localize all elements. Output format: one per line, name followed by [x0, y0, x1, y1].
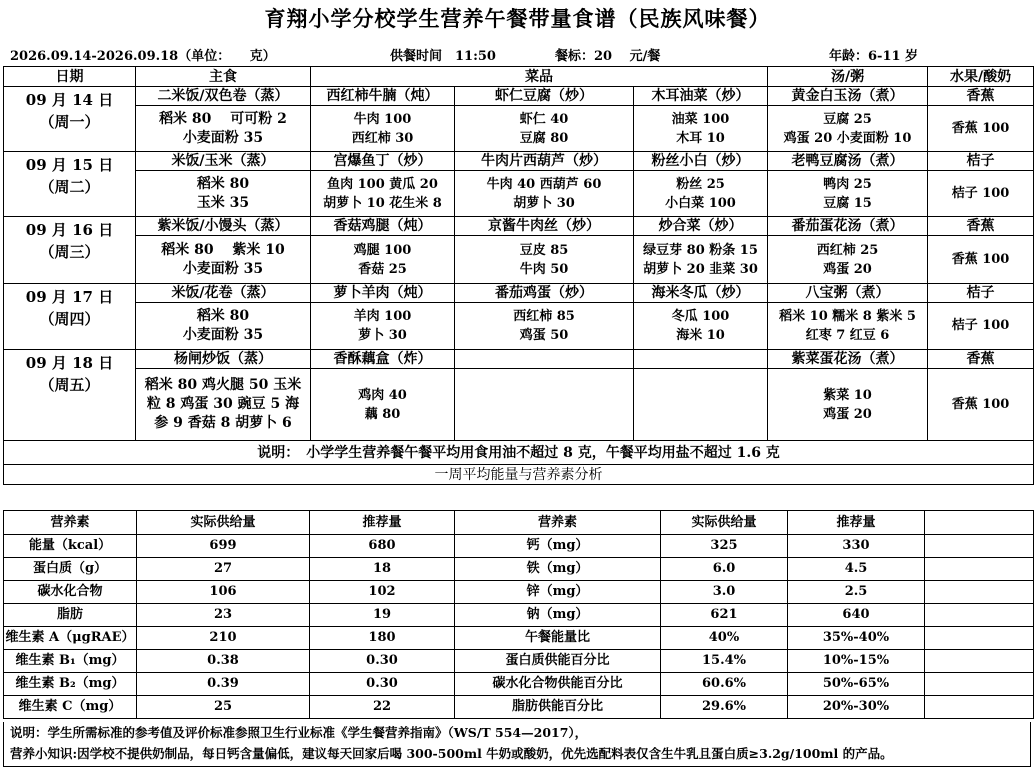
- dish-ingredients-line: 胡萝卜 20 韭菜 30: [643, 261, 758, 277]
- nutrition-table: [3, 510, 1034, 719]
- dish-ingredients-line: 油菜 100: [671, 111, 730, 127]
- nutrient-name: 蛋白质供能百分比: [455, 650, 661, 673]
- nutrient-name: 维生素 B₂（mg）: [4, 673, 137, 696]
- dish-ingredients: [634, 236, 768, 284]
- nutrient-recommended: 102: [310, 581, 455, 604]
- footer-standard-note: 说明：学生所需标准的参考值及评价标准参照卫生行业标准《学生餐营养指南》（WS/T 554—2017），: [10, 725, 588, 740]
- dish-ingredients-line: 虾仁 40: [519, 111, 569, 127]
- nutrient-recommended: 0.30: [310, 673, 455, 696]
- nutrient-name: 维生素 C（mg）: [4, 696, 137, 719]
- fruit-name: 香蕉: [928, 87, 1034, 106]
- nutrient-recommended: 18: [310, 558, 455, 581]
- dish-ingredients-line: 藕 80: [364, 406, 401, 422]
- dish-ingredients: [311, 171, 455, 217]
- nutrition-header: 实际供给量: [661, 511, 788, 535]
- dish-name: [634, 350, 768, 369]
- day-date-line: （周五）: [39, 376, 100, 394]
- staple-name: 紫米饭/小馒头（蒸）: [136, 217, 311, 236]
- dish-ingredients-line: 鱼肉 100 黄瓜 20: [327, 176, 438, 192]
- staple-name: 二米饭/双色卷（蒸）: [136, 87, 311, 106]
- empty-cell: [925, 696, 1034, 719]
- day-date: [4, 217, 136, 284]
- nutrition-row: [4, 558, 1034, 581]
- dish-ingredients-line: 西红柿 30: [351, 130, 414, 146]
- meal-price: 餐标：20 元/餐: [555, 49, 661, 64]
- nutrient-name: 铁（mg）: [455, 558, 661, 581]
- dish-name: 番茄鸡蛋（炒）: [455, 284, 634, 303]
- nutrient-name: 碳水化合物供能百分比: [455, 673, 661, 696]
- nutrient-recommended: 19: [310, 604, 455, 627]
- dish-ingredients-line: 胡萝卜 30: [513, 195, 575, 211]
- soup-ingredients-line: 鸡蛋 20 小麦面粉 10: [783, 130, 912, 146]
- nutrient-actual: 325: [661, 535, 788, 558]
- staple-ingredients-line: 小麦面粉 35: [182, 129, 264, 146]
- day-date-line: 09 月 15 日: [25, 156, 114, 174]
- nutrient-name: 锌（mg）: [455, 581, 661, 604]
- nutrient-actual: 699: [137, 535, 310, 558]
- dish-ingredients: [455, 369, 634, 441]
- day-date: [4, 87, 136, 152]
- nutrient-recommended: 680: [310, 535, 455, 558]
- staple-ingredients-line: 小麦面粉 35: [182, 260, 264, 277]
- nutrient-recommended: 2.5: [788, 581, 925, 604]
- analysis-title: 一周平均能量与营养素分析: [4, 465, 1034, 485]
- nutrient-name: 午餐能量比: [455, 627, 661, 650]
- soup-ingredients-line: 鸡蛋 20: [823, 406, 872, 422]
- dish-ingredients-line: 绿豆芽 80 粉条 15: [643, 242, 758, 258]
- nutrient-name: 脂肪供能百分比: [455, 696, 661, 719]
- header-soup: 汤/粥: [768, 67, 928, 87]
- fruit-quantity: 香蕉 100: [928, 236, 1034, 284]
- dish-ingredients-line: 粉丝 25: [676, 176, 725, 192]
- soup-ingredients: [768, 106, 928, 152]
- staple-name: 杨闸炒饭（蒸）: [136, 350, 311, 369]
- soup-ingredients-line: 紫菜 10: [823, 387, 872, 403]
- nutrient-name: 钠（mg）: [455, 604, 661, 627]
- dish-name: 香酥藕盒（炸）: [311, 350, 455, 369]
- dish-name: 炒合菜（炒）: [634, 217, 768, 236]
- dish-ingredients: [634, 106, 768, 152]
- fruit-name: 桔子: [928, 152, 1034, 171]
- nutrient-actual: 40%: [661, 627, 788, 650]
- nutrient-recommended: 640: [788, 604, 925, 627]
- dish-ingredients: [634, 369, 768, 441]
- fruit-quantity: 桔子 100: [928, 303, 1034, 350]
- day-name-row: [4, 284, 1034, 303]
- empty-cell: [925, 558, 1034, 581]
- header-staple: 主食: [136, 67, 311, 87]
- dish-ingredients-line: 牛肉 100: [353, 111, 412, 127]
- dish-name: 西红柿牛腩（炖）: [311, 87, 455, 106]
- staple-ingredients-line: 参 9 香菇 8 胡萝卜 6: [154, 415, 292, 431]
- day-ingredient-row: [4, 236, 1034, 284]
- dish-name: 牛肉片西葫芦（炒）: [455, 152, 634, 171]
- nutrition-header: 实际供给量: [137, 511, 310, 535]
- oil-salt-note: 说明： 小学学生营养餐午餐平均用食用油不超过 8 克，午餐平均用盐不超过 1.6 克: [4, 441, 1034, 465]
- soup-ingredients: [768, 369, 928, 441]
- nutrient-actual: 210: [137, 627, 310, 650]
- nutrient-name: 碳水化合物: [4, 581, 137, 604]
- dish-ingredients: [311, 106, 455, 152]
- dish-ingredients: [455, 303, 634, 350]
- soup-name: 番茄蛋花汤（煮）: [768, 217, 928, 236]
- empty-cell: [925, 627, 1034, 650]
- fruit-quantity: 桔子 100: [928, 171, 1034, 217]
- nutrient-actual: 60.6%: [661, 673, 788, 696]
- staple-ingredients-line: 稻米 80: [196, 308, 250, 324]
- nutrient-actual: 106: [137, 581, 310, 604]
- staple-ingredients-line: 小麦面粉 35: [182, 327, 264, 343]
- nutrient-recommended: 35%-40%: [788, 627, 925, 650]
- day-date-line: （周一）: [39, 113, 100, 131]
- staple-ingredients-line: 稻米 80: [196, 175, 250, 192]
- nutrient-name: 蛋白质（g）: [4, 558, 137, 581]
- nutrient-recommended: 22: [310, 696, 455, 719]
- dish-ingredients-line: 羊肉 100: [353, 309, 412, 324]
- dish-ingredients-line: 海米 10: [676, 328, 725, 343]
- staple-ingredients-line: 玉米 35: [196, 194, 250, 211]
- nutrient-actual: 6.0: [661, 558, 788, 581]
- date-range: 2026.09.14-2026.09.18（单位： 克）: [10, 49, 276, 64]
- dish-ingredients: [311, 369, 455, 441]
- dish-ingredients-line: 冬瓜 100: [671, 309, 730, 324]
- nutrient-name: 维生素 B₁（mg）: [4, 650, 137, 673]
- dish-name: 宫爆鱼丁（炒）: [311, 152, 455, 171]
- dish-ingredients-line: 豆腐 80: [519, 130, 569, 146]
- day-date-line: （周三）: [39, 243, 100, 261]
- nutrient-recommended: 4.5: [788, 558, 925, 581]
- dish-ingredients-line: 木耳 10: [676, 130, 725, 146]
- nutrient-recommended: 0.30: [310, 650, 455, 673]
- nutrient-actual: 25: [137, 696, 310, 719]
- dish-name: 海米冬瓜（炒）: [634, 284, 768, 303]
- dish-ingredients-line: 萝卜 30: [358, 328, 407, 343]
- soup-ingredients: [768, 236, 928, 284]
- nutrient-recommended: 330: [788, 535, 925, 558]
- dish-ingredients-line: 鸡腿 100: [353, 242, 412, 258]
- nutrition-row: [4, 627, 1034, 650]
- nutrition-header-row: [4, 511, 1034, 535]
- nutrient-name: 钙（mg）: [455, 535, 661, 558]
- nutrient-actual: 29.6%: [661, 696, 788, 719]
- nutrition-header: 推荐量: [310, 511, 455, 535]
- dish-name: 木耳油菜（炒）: [634, 87, 768, 106]
- staple-ingredients-line: 稻米 80 紫米 10: [161, 241, 285, 258]
- day-date: [4, 152, 136, 217]
- staple-ingredients: [136, 106, 311, 152]
- staple-name: 米饭/花卷（蒸）: [136, 284, 311, 303]
- staple-ingredients: [136, 236, 311, 284]
- soup-ingredients-line: 豆腐 25: [823, 111, 872, 127]
- nutrient-recommended: 10%-15%: [788, 650, 925, 673]
- nutrition-row: [4, 581, 1034, 604]
- dish-ingredients: [634, 303, 768, 350]
- soup-name: 八宝粥（煮）: [768, 284, 928, 303]
- dish-ingredients: [311, 236, 455, 284]
- soup-ingredients: [768, 171, 928, 217]
- dish-ingredients-line: 鸡蛋 50: [519, 328, 569, 343]
- day-ingredient-row: [4, 171, 1034, 217]
- empty-cell: [925, 535, 1034, 558]
- fruit-quantity: 香蕉 100: [928, 106, 1034, 152]
- empty-cell: [925, 511, 1034, 535]
- dish-name: [455, 350, 634, 369]
- day-date-line: （周四）: [39, 310, 100, 328]
- header-dishes: 菜品: [311, 67, 768, 87]
- fruit-name: 香蕉: [928, 217, 1034, 236]
- nutrient-recommended: 20%-30%: [788, 696, 925, 719]
- dish-ingredients-line: 鸡肉 40: [358, 387, 407, 403]
- day-date-line: 09 月 16 日: [25, 221, 114, 239]
- day-date-line: 09 月 17 日: [25, 288, 114, 306]
- soup-ingredients-line: 红枣 7 红豆 6: [805, 328, 890, 343]
- soup-ingredients-line: 稻米 10 糯米 8 紫米 5: [779, 309, 916, 324]
- nutrition-row: [4, 604, 1034, 627]
- nutrition-header: 营养素: [455, 511, 661, 535]
- nutrition-row: [4, 696, 1034, 719]
- day-ingredient-row: [4, 369, 1034, 441]
- soup-name: 老鸭豆腐汤（煮）: [768, 152, 928, 171]
- nutrient-recommended: 50%-65%: [788, 673, 925, 696]
- dish-name: 萝卜羊肉（炖）: [311, 284, 455, 303]
- nutrition-row: [4, 535, 1034, 558]
- day-name-row: [4, 152, 1034, 171]
- analysis-title-row: [4, 465, 1034, 485]
- staple-ingredients: [136, 303, 311, 350]
- soup-ingredients-line: 豆腐 15: [823, 195, 872, 211]
- dish-name: 粉丝小白（炒）: [634, 152, 768, 171]
- nutrient-actual: 0.38: [137, 650, 310, 673]
- staple-name: 米饭/玉米（蒸）: [136, 152, 311, 171]
- dish-ingredients: [311, 303, 455, 350]
- page-title: 育翔小学分校学生营养午餐带量食谱（民族风味餐）: [264, 6, 771, 31]
- nutrient-actual: 15.4%: [661, 650, 788, 673]
- empty-cell: [925, 673, 1034, 696]
- header-fruit: 水果/酸奶: [928, 67, 1034, 87]
- dish-ingredients-line: 小白菜 100: [665, 195, 736, 211]
- dish-ingredients: [455, 171, 634, 217]
- nutrition-row: [4, 650, 1034, 673]
- menu-table: [3, 66, 1034, 485]
- empty-cell: [925, 581, 1034, 604]
- fruit-name: 桔子: [928, 284, 1034, 303]
- day-name-row: [4, 217, 1034, 236]
- day-date: [4, 350, 136, 441]
- day-ingredient-row: [4, 303, 1034, 350]
- soup-name: 黄金白玉汤（煮）: [768, 87, 928, 106]
- staple-ingredients: [136, 369, 311, 441]
- soup-ingredients-line: 鸡蛋 20: [823, 261, 872, 277]
- nutrient-actual: 27: [137, 558, 310, 581]
- dish-name: 虾仁豆腐（炒）: [455, 87, 634, 106]
- soup-ingredients-line: 鸭肉 25: [823, 176, 872, 192]
- serving-time: 供餐时间 11:50: [390, 49, 496, 64]
- nutrient-actual: 621: [661, 604, 788, 627]
- day-name-row: [4, 350, 1034, 369]
- dish-ingredients-line: 西红柿 85: [513, 309, 575, 324]
- dish-ingredients-line: 豆皮 85: [519, 242, 569, 258]
- footer-nutrition-tip: 营养小知识:因学校不提供奶制品，每日钙含量偏低，建议每天回家后喝 300-500ml 牛奶或酸奶，优先选配料表仅含生牛乳且蛋白质≥3.2g/100ml 的产品。: [10, 746, 893, 761]
- nutrition-header: 推荐量: [788, 511, 925, 535]
- dish-ingredients: [455, 106, 634, 152]
- nutrition-header: 营养素: [4, 511, 137, 535]
- footer-notes: [3, 722, 1031, 767]
- day-name-row: [4, 87, 1034, 106]
- empty-cell: [925, 604, 1034, 627]
- staple-ingredients-line: 粒 8 鸡蛋 30 豌豆 5 海: [146, 396, 300, 412]
- staple-ingredients-line: 稻米 80 鸡火腿 50 玉米: [144, 377, 302, 393]
- day-date-line: 09 月 18 日: [25, 354, 114, 372]
- day-date: [4, 284, 136, 350]
- soup-ingredients: [768, 303, 928, 350]
- nutrition-row: [4, 673, 1034, 696]
- nutrient-name: 能量（kcal）: [4, 535, 137, 558]
- dish-ingredients-line: 牛肉 40 西葫芦 60: [486, 176, 602, 192]
- nutrient-name: 维生素 A（μgRAE）: [4, 627, 137, 650]
- dish-ingredients: [634, 171, 768, 217]
- nutrient-name: 脂肪: [4, 604, 137, 627]
- age-range: 年龄：6-11 岁: [829, 49, 919, 64]
- staple-ingredients-line: 稻米 80 可可粉 2: [159, 110, 287, 127]
- dish-name: 香菇鸡腿（炖）: [311, 217, 455, 236]
- day-date-line: （周二）: [39, 178, 100, 196]
- staple-ingredients: [136, 171, 311, 217]
- dish-ingredients-line: 牛肉 50: [519, 261, 569, 277]
- nutrient-actual: 23: [137, 604, 310, 627]
- dish-ingredients-line: 香菇 25: [358, 261, 407, 277]
- soup-name: 紫菜蛋花汤（煮）: [768, 350, 928, 369]
- nutrient-actual: 0.39: [137, 673, 310, 696]
- dish-ingredients-line: 胡萝卜 10 花生米 8: [323, 195, 442, 211]
- dish-name: 京酱牛肉丝（炒）: [455, 217, 634, 236]
- day-ingredient-row: [4, 106, 1034, 152]
- menu-header-row: [4, 67, 1034, 87]
- empty-cell: [925, 650, 1034, 673]
- soup-ingredients-line: 西红柿 25: [816, 242, 879, 258]
- dish-ingredients: [455, 236, 634, 284]
- nutrient-recommended: 180: [310, 627, 455, 650]
- fruit-name: 香蕉: [928, 350, 1034, 369]
- nutrient-actual: 3.0: [661, 581, 788, 604]
- header-date: 日期: [4, 67, 136, 87]
- note-row: [4, 441, 1034, 465]
- fruit-quantity: 香蕉 100: [928, 369, 1034, 441]
- day-date-line: 09 月 14 日: [25, 91, 114, 109]
